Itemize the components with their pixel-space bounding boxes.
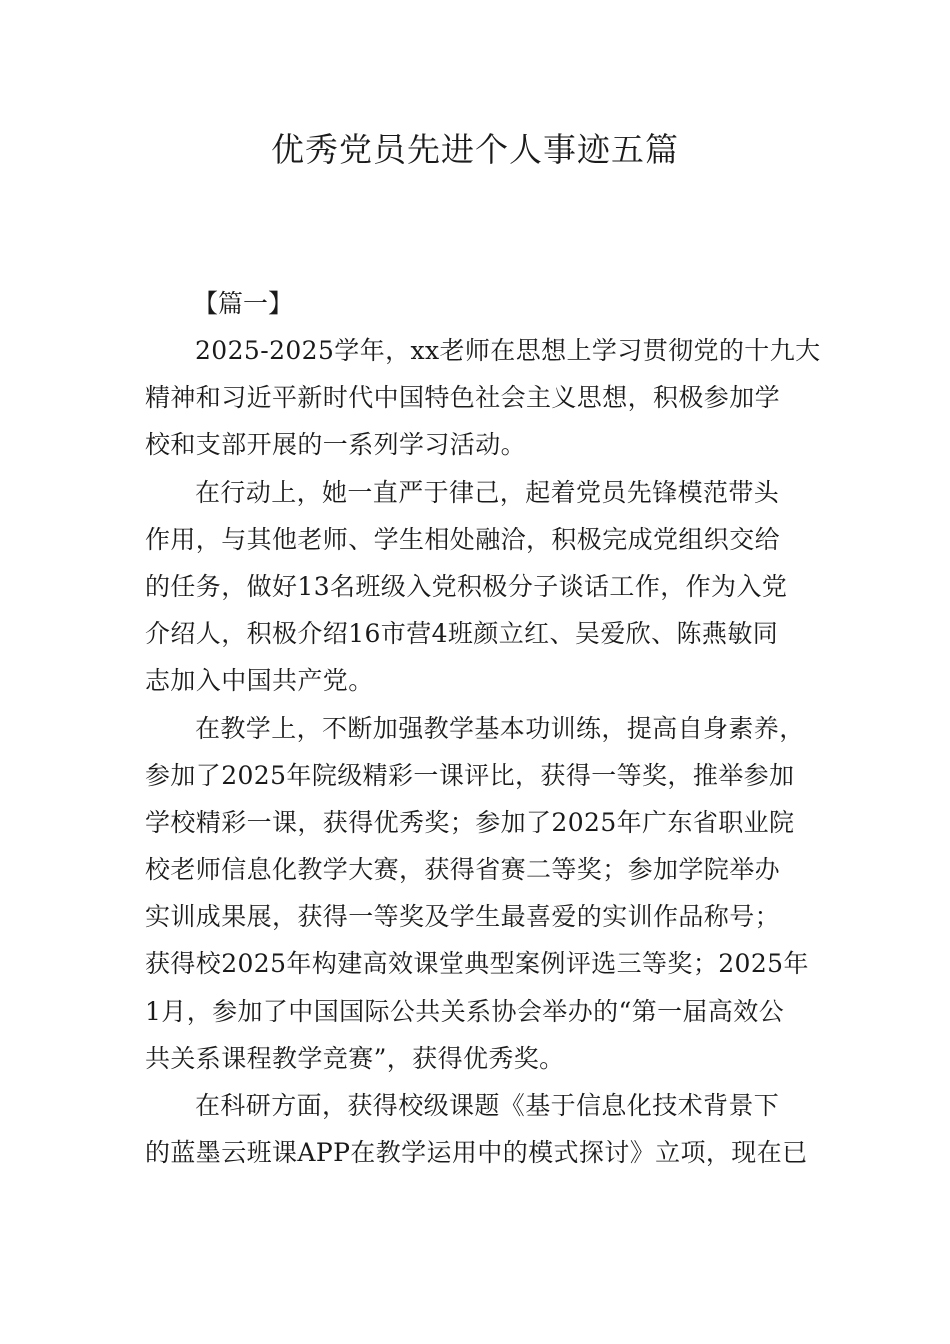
text-line: 1月，参加了中国国际公共关系协会举办的“第一届高效公 (145, 996, 785, 1026)
text-line: 获得校2025年构建高效课堂典型案例评选三等奖；2025年 (145, 949, 809, 979)
text-line: 的蓝墨云班课APP在教学运用中的模式探讨》立项，现在已 (145, 1138, 808, 1168)
text-line: 精神和习近平新时代中国特色社会主义思想，积极参加学 (145, 383, 781, 413)
paragraph-ideology (145, 327, 821, 469)
paragraph-research (145, 1082, 815, 1176)
text-line: 共关系课程教学竞赛”，获得优秀奖。 (145, 1043, 565, 1073)
text-line: 在科研方面，获得校级课题《基于信息化技术背景下 (195, 1091, 780, 1120)
text-line: 学校精彩一课，获得优秀奖；参加了2025年广东省职业院 (145, 807, 795, 837)
text-line: 2025-2025学年，xx老师在思想上学习贯彻党的十九大 (195, 336, 821, 365)
text-line: 作用，与其他老师、学生相处融洽，积极完成党组织交给 (145, 524, 781, 554)
paragraph-action (145, 469, 815, 705)
section-label: 【篇一】 (193, 289, 294, 318)
text-line: 志加入中国共产党。 (145, 666, 374, 696)
text-line: 实训成果展，获得一等奖及学生最喜爱的实训作品称号； (145, 902, 781, 932)
text-line: 在教学上，不断加强教学基本功训练，提高自身素养， (195, 713, 805, 743)
text-line: 校老师信息化教学大赛，获得省赛二等奖；参加学院举办 (145, 855, 781, 885)
text-line: 参加了2025年院级精彩一课评比，获得一等奖，推举参加 (145, 760, 795, 790)
text-line: 在行动上，她一直严于律己，起着党员先锋模范带头 (195, 477, 780, 507)
paragraph-teaching (145, 705, 815, 1083)
document-title: 优秀党员先进个人事迹五篇 (271, 130, 679, 169)
document-body (145, 280, 821, 1176)
text-line: 校和支部开展的一系列学习活动。 (145, 430, 527, 460)
text-line: 介绍人，积极介绍16市营4班颜立红、吴爱欣、陈燕敏同 (145, 619, 779, 649)
text-line: 的任务，做好13名班级入党积极分子谈话工作，作为入党 (145, 571, 788, 601)
